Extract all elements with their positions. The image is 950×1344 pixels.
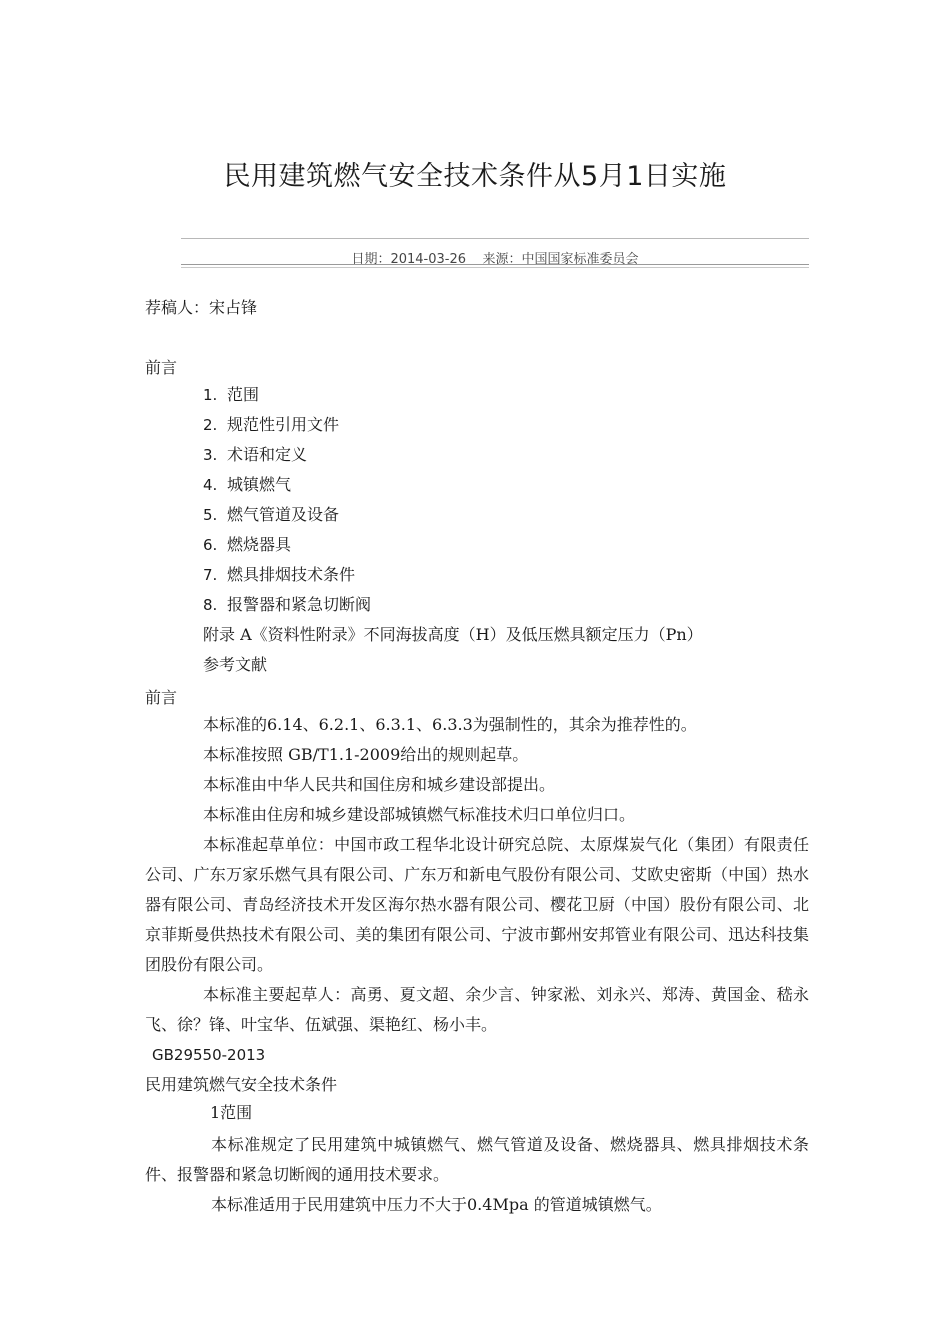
foreword-paragraph: 本标准由住房和城乡建设部城镇燃气标准技术归口单位归口。 xyxy=(203,805,636,824)
scope-paragraph: 本标准适用于民用建筑中压力不大于0.4Mpa 的管道城镇燃气。 xyxy=(211,1195,662,1214)
toc-item: 6. 燃烧器具 xyxy=(203,535,292,554)
toc-item: 1. 范围 xyxy=(203,385,260,404)
toc-references: 参考文献 xyxy=(203,655,268,674)
section-heading: 1范围 xyxy=(210,1103,253,1122)
toc-item: 7. 燃具排烟技术条件 xyxy=(203,565,356,584)
drafting-units-paragraph: 本标准起草单位：中国市政工程华北设计研究总院、太原煤炭气化（集团）有限责任公司、广东万家乐燃气具有限公司、广东万和新电气股份有限公司、艾欧史密斯（中国）热水器有限公司、青岛经济技术开发区海尔热水器有限公司、樱花卫厨（中国）股份有限公司、北京菲斯曼供热技术有限公司、美的集团有限公司、宁波市鄞州安邦管业有限公司、迅达科技集团股份有限公司。 xyxy=(145,835,809,974)
foreword-heading: 前言 xyxy=(145,688,178,707)
recommender-line: 荐稿人：宋占锋 xyxy=(145,298,258,317)
toc-item: 8. 报警器和紧急切断阀 xyxy=(203,595,372,614)
header-divider-bottom-2 xyxy=(181,267,809,268)
foreword-paragraph: 本标准由中华人民共和国住房和城乡建设部提出。 xyxy=(203,775,556,794)
drafters-paragraph: 本标准主要起草人：高勇、夏文超、余少言、钟家淞、刘永兴、郑涛、黄国金、嵇永飞、徐？锋、叶宝华、伍斌强、渠艳红、杨小丰。 xyxy=(145,985,809,1034)
foreword-paragraph: 本标准的6.14、6.2.1、6.3.1、6.3.3为强制性的，其余为推荐性的。 xyxy=(203,715,697,734)
header-divider-bottom xyxy=(181,264,809,265)
toc-item: 4. 城镇燃气 xyxy=(203,475,292,494)
article-source: 来源：中国国家标准委员会 xyxy=(482,252,639,267)
toc-item: 3. 术语和定义 xyxy=(203,445,308,464)
article-date: 日期：2014-03-26 xyxy=(351,252,466,267)
standard-name: 民用建筑燃气安全技术条件 xyxy=(145,1075,338,1094)
foreword-heading-toc: 前言 xyxy=(145,358,178,377)
header-divider-top xyxy=(181,238,809,239)
scope-paragraph: 本标准规定了民用建筑中城镇燃气、燃气管道及设备、燃烧器具、燃具排烟技术条件、报警器和紧急切断阀的通用技术要求。 xyxy=(145,1135,809,1184)
toc-item: 2. 规范性引用文件 xyxy=(203,415,340,434)
foreword-paragraph: 本标准按照 GB/T1.1-2009给出的规则起草。 xyxy=(203,745,529,764)
standard-code: GB29550-2013 xyxy=(152,1046,266,1064)
article-title: 民用建筑燃气安全技术条件从5月1日实施 xyxy=(223,161,727,192)
toc-appendix: 附录 A《资料性附录》不同海拔高度（H）及低压燃具额定压力（Pn） xyxy=(203,625,703,644)
toc-item: 5. 燃气管道及设备 xyxy=(203,505,340,524)
